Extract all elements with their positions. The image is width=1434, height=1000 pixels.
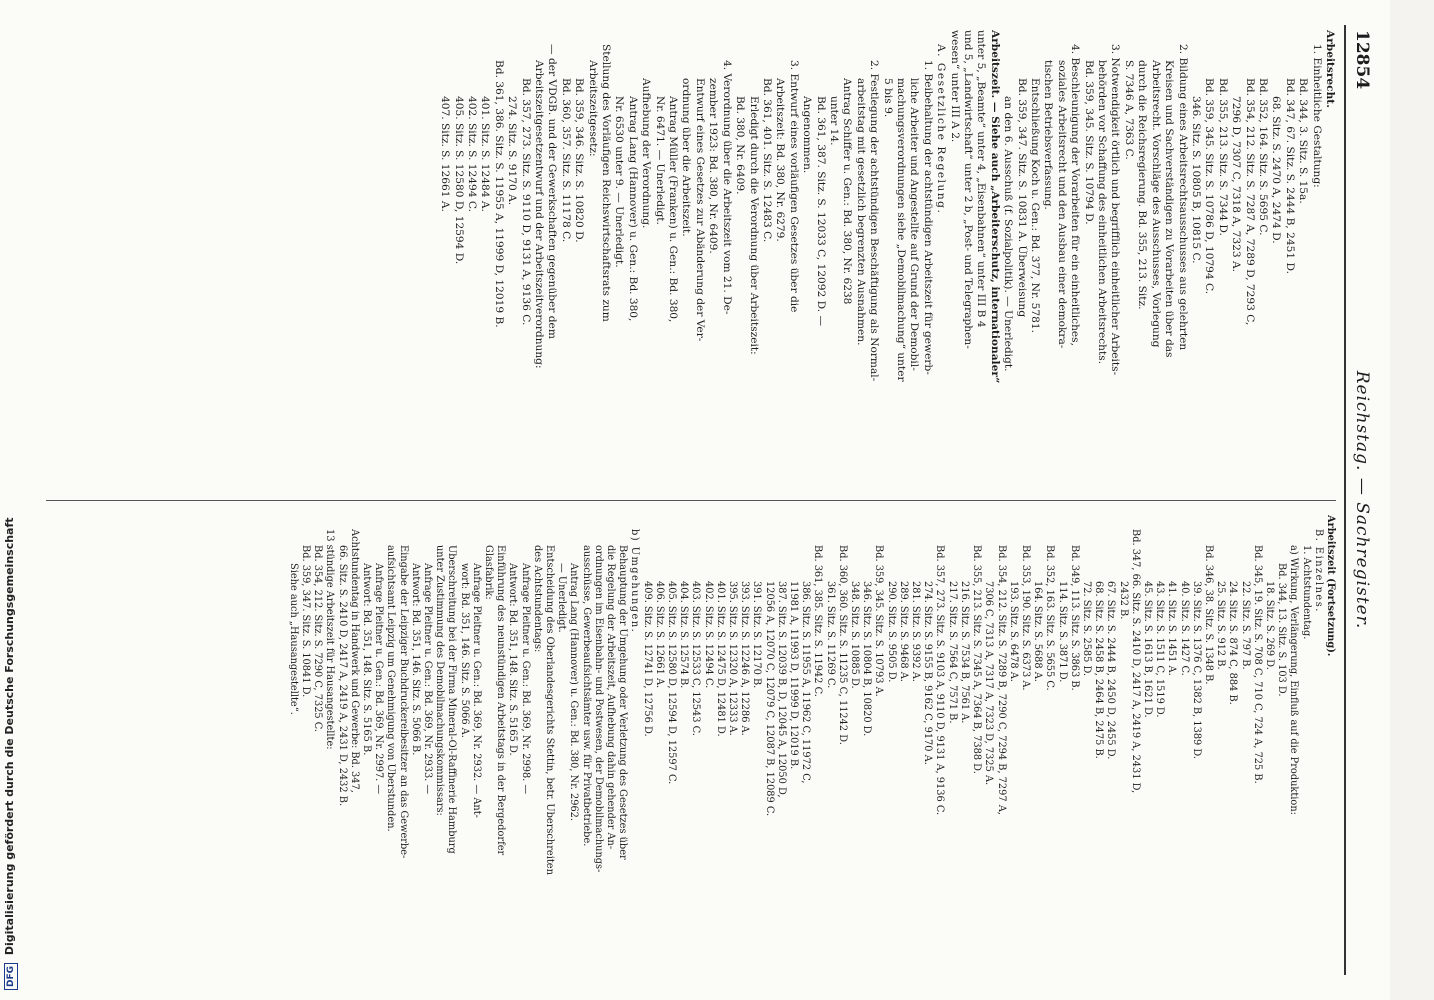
register-line: Bd. 354, 212. Sitz. S. 7289 B, 7290 C, 7294 B, 7297 A, <box>995 545 1007 815</box>
register-line: Bd. 359, 347. Sitz. S. 10831 A. Überweisung <box>1015 78 1028 318</box>
register-line: tischen Betriebsverfassung. <box>1042 60 1055 210</box>
register-line: Entschließung Koch u. Gen.: Bd. 377, Nr. 5781. <box>1029 78 1042 333</box>
register-line: 11981 A, 11993 D, 11999 D, 12019 B. <box>788 581 800 770</box>
register-line: Überschreitung bei der Firma Mineral-Öl-Raffinerie Hamburg <box>446 545 458 854</box>
register-line: Antrag Schiffer u. Gen.: Bd. 380, Nr. 6238 <box>841 78 854 305</box>
page-number: 12854 <box>1352 30 1372 90</box>
register-line: — der VDGB. und der Gewerkschaften gegenüber dem <box>546 44 559 339</box>
register-line: Antrag Lang (Hannover) u. Gen.: Bd. 380, Nr. 2962. <box>568 563 580 822</box>
register-line: 41. Sitz. S. 1451 A. <box>1166 581 1178 676</box>
register-line: Arbeitszeit. — Siehe auch „Arbeiterschutz, internationaler“ <box>988 30 1001 384</box>
register-line: Bd. 355, 213. Sitz. S. 7345 A, 7364 B, 7388 D. <box>971 545 983 774</box>
register-line: Arbeitszeit: Bd. 380, Nr. 6279. <box>774 78 787 242</box>
register-line: 290. Sitz. S. 9505 D. <box>885 581 897 683</box>
register-line: 216. Sitz. S. 7534 B, 7561 A. <box>958 581 970 724</box>
register-line: Siehe auch „Hausangestellte“. <box>287 563 299 715</box>
register-line: aufsichtsamt Leipzig um Genehmigung von Überstunden. <box>385 545 397 832</box>
register-line: 4. Verordnung über die Arbeitszeit vom 21. De- <box>720 60 733 315</box>
register-line: Glasfabrik: <box>482 545 494 600</box>
register-line: Anfrage Pleitner u. Gen.: Bd. 369, Nr. 2998. — <box>519 563 531 795</box>
register-line: 346. Sitz. S. 10805 B, 10815 C. <box>1189 96 1202 264</box>
register-line: Bd. 361, 401. Sitz. S. 12483 C. <box>760 78 773 243</box>
register-line: an den 6. Ausschuß (f. Sozialpolitik). — Unerledigt. <box>1002 96 1015 372</box>
register-line: Einführung des neunstündigen Arbeitstags in der Bergedorfer <box>495 545 507 856</box>
register-line: 387. Sitz. S. 12039 B, D, 12045 A, 12050 D, <box>775 581 787 798</box>
register-line: unter Zustimmung des Demobilmachungskommissars: <box>434 545 446 816</box>
register-line: Stellung des Vorläufigen Reichswirtschaftsrats zum <box>600 44 613 322</box>
register-line: Nr. 6471. — Unerledigt. <box>653 96 666 225</box>
running-title: Reichstag. — Sachregister. <box>1352 370 1372 630</box>
register-line: Eingabe der Leipziger Buchdruckereibesitzer an das Gewerbe- <box>397 545 409 859</box>
register-line: b) Umgehungen. <box>629 529 641 634</box>
register-line: Bd. 357, 273. Sitz. S. 9110 D, 9131 A, 9136 C. <box>519 78 532 326</box>
register-line: des Achtstundentags: <box>531 545 543 653</box>
register-line: 25. Sitz. S. 912 B. <box>1215 581 1227 670</box>
register-line: 281. Sitz. S. 9392 A. <box>910 581 922 682</box>
register-line: 7306 C, 7313 A, 7317 A, 7323 D, 7325 A. <box>983 581 995 786</box>
register-line: Anfrage Pleitner u. Gen.: Bd. 369, Nr. 2932. — Ant- <box>470 563 482 818</box>
register-line: 2. Bildung eines Arbeitsrechtsausschusses aus gelehrten <box>1176 44 1189 351</box>
register-line: Bd. 352, 164. Sitz. S. 5695 C. <box>1256 78 1269 236</box>
register-line: 386. Sitz. S. 11955 A, 11962 C, 11972 C, <box>800 581 812 784</box>
register-line: Bd. 349, 113. Sitz. S. 3863 B. <box>1068 545 1080 691</box>
register-line: Bd. 359, 345. Sitz. S. 10786 D, 10794 C. <box>1203 78 1216 295</box>
register-line: Aufhebung der Verordnung. <box>640 78 653 229</box>
register-line: Bd. 353, 190. Sitz. S. 6373 A. <box>1019 545 1031 691</box>
register-line: Anfrage Pleitner u. Gen.: Bd. 369, Nr. 2997. — <box>373 563 385 795</box>
register-line: behörden vor Schaffung des einheitlichen Arbeitsrechts. <box>1096 60 1109 365</box>
register-line: liche Arbeiter und Angestellte auf Grund der Demobil- <box>908 78 921 371</box>
left-column <box>438 30 1336 485</box>
register-line: 45. Sitz. S. 1613 B, 1621 D. <box>1141 581 1153 718</box>
register-line: a) Wirkung, Verlängerung, Einfluß auf die Produktion: <box>1288 545 1300 815</box>
register-line: Bd. 359, 346. Sitz. S. 10820 D. <box>573 78 586 243</box>
register-line: 348. Sitz. S. 10885 D. <box>849 581 861 689</box>
register-line: Bd. 380, Nr. 6409. <box>734 96 747 195</box>
register-line: 274. Sitz. S. 9170 A. <box>506 96 519 206</box>
register-line: Bd. 359, 345. Sitz. S. 10793 A. <box>873 545 885 697</box>
register-line: Angenommen. <box>801 96 814 174</box>
register-line: 193. Sitz. S. 6478 A. <box>1007 581 1019 682</box>
register-line: Arbeitszeitgesetz: <box>586 60 599 157</box>
register-line: 401. Sitz. S. 12475 D, 12481 D. <box>714 581 726 737</box>
register-line: Behauptung der Umgehung oder Verletzung des Gesetzes über <box>617 545 629 860</box>
register-line: Antrag Müller (Franken) u. Gen.: Bd. 380, <box>667 96 680 323</box>
register-line: 12056 A, 12070 C, 12079 C, 12087 B, 12089 C. <box>763 581 775 817</box>
register-line: Bd. 352, 163. Sitz. S. 5655 C. <box>1044 545 1056 691</box>
register-line: arbeitstag mit gesetzlich begrenzten Ausnahmen. <box>854 78 867 346</box>
register-line: 395. Sitz. S. 12320 A, 12333 A. <box>727 581 739 736</box>
register-line: 68. Sitz. S. 2458 B, 2464 B, 2475 B. <box>1093 581 1105 759</box>
register-line: Antwort: Bd. 351, 146. Sitz. S. 5066 B. <box>409 563 421 756</box>
register-line: 5 bis 9. <box>881 78 894 118</box>
register-line: 1. Beibehaltung der achtstündigen Arbeitszeit für gewerb- <box>921 60 934 375</box>
register-line: unter 14. <box>827 96 840 146</box>
register-line: durch die Reichsregierung. Bd. 355, 213. Sitz. <box>1136 60 1149 310</box>
register-line: Entwurf eines Gesetzes zur Abänderung der Ver- <box>693 78 706 342</box>
register-line: zember 1923: Bd. 380, Nr. 6409. <box>707 78 720 254</box>
register-line: 401. Sitz. S. 12484 A. <box>479 96 492 212</box>
register-line: A. Gesetzliche Regelung. <box>935 44 948 215</box>
register-line: 2432 B. <box>1117 581 1129 620</box>
register-line: Bd. 361, 385. Sitz. S. 11942 C. <box>812 545 824 697</box>
register-line: Bd. 360, 360. Sitz. S. 11235 C, 11242 D. <box>836 545 848 745</box>
register-line: Arbeitszeitgesetzentwurf und der Arbeitszeitverordnung: <box>533 60 546 369</box>
header-rule <box>1344 25 1346 975</box>
register-line: 409. Sitz. S. 12741 D, 12756 D. <box>641 581 653 737</box>
register-line: Arbeitszeit (Fortsetzung). <box>1325 515 1336 657</box>
register-line: 217. Sitz. S. 7564 C, 7571 B. <box>946 581 958 724</box>
register-line: 43. Sitz. S. 1511 C, 1519 D. <box>1154 581 1166 718</box>
register-line: 407. Sitz. S. 12661 A. <box>439 96 452 212</box>
register-line: Bd. 345, 19. Sitz. S. 708 C, 710 C, 724 A, 725 B. <box>1251 545 1263 784</box>
register-line: Entscheidung des Oberlandesgerichts Stettin, betr. Überschreiten <box>544 545 555 875</box>
register-line: 66. Sitz. S. 2410 D, 2417 A, 2419 A, 2431 D, 2432 B. <box>336 545 348 807</box>
register-line: und 5, „Landwirtschaft“ unter 2 b, „Post- und Telegraphen- <box>962 30 975 349</box>
register-line: 164. Sitz. S. 5688 A. <box>1032 581 1044 682</box>
register-line: unter 5, „Beamte“ unter 4, „Eisenbahnen“ unter III B 4 <box>975 30 988 328</box>
register-line: 274. Sitz. S. 9155 B, 9162 C, 9170 A. <box>922 581 934 765</box>
register-line: Bd. 346, 38. Sitz. S. 1348 B. <box>1202 545 1214 685</box>
register-line: die Regelung der Arbeitszeit, Aufhebung dahin gehender An- <box>605 545 617 850</box>
register-line: wort: Bd. 351, 146. Sitz. S. 5066 A. <box>458 563 470 738</box>
register-line: Bd. 347, 67. Sitz. S. 2444 B, 2451 D. <box>1283 78 1296 274</box>
register-line: 68. Sitz. S. 2470 A, 2474 D. <box>1270 96 1283 244</box>
register-line: 403. Sitz. S. 12533 C, 12543 C. <box>690 581 702 736</box>
register-line: 1. Einheitliche Gestaltung: <box>1310 44 1323 188</box>
register-line: Bd. 354, 212. Sitz. S. 7287 A, 7289 D, 7293 C, <box>1243 78 1256 326</box>
register-line: 393. Sitz. S. 12246 A, 12286 A. <box>739 581 751 736</box>
register-line: 289. Sitz. S. 9468 A. <box>897 581 909 682</box>
register-line: 67. Sitz. S. 2444 B, 2450 D, 2455 D. <box>1105 581 1117 760</box>
footer-text: Digitalisierung gefördert durch die Deutsche Forschungsgemeinschaft <box>3 517 16 956</box>
register-line: Arbeitsrecht. <box>1324 30 1336 108</box>
register-line: B. Einzelnes. <box>1312 529 1324 613</box>
register-line: 405. Sitz. S. 12580 D, 12594 D, 12597 C. <box>666 581 678 785</box>
register-line: 402. Sitz. S. 12494 C. <box>702 581 714 689</box>
register-line: ordnung über die Arbeitszeit. <box>680 78 693 237</box>
register-line: Bd. 355, 213. Sitz. S. 7344 D. <box>1216 78 1229 236</box>
register-line: 40. Sitz. S. 1427 C. <box>1178 581 1190 676</box>
register-line: Bd. 347, 66. Sitz. S. 2410 D, 2417 A, 2419 A, 2431 D, <box>1129 529 1141 794</box>
register-line: Arbeitsrecht. Vorschläge des Ausschusses, Vorlegung <box>1149 60 1162 348</box>
register-line: Achtstundentag in Handwerk und Gewerbe: Bd. 347, <box>348 529 360 793</box>
register-line: Bd. 360, 357. Sitz. S. 11178 C. <box>559 78 572 243</box>
register-line: Antwort: Bd. 351, 148. Sitz. S. 5165 D. <box>507 563 519 756</box>
right-column <box>287 515 1336 970</box>
register-line: 402. Sitz. S. 12494 C. <box>466 96 478 212</box>
register-line: Bd. 359, 345. Sitz. S. 10794 D. <box>1082 60 1095 225</box>
register-line: 391. Sitz. S. 12170 B. <box>751 581 763 689</box>
register-line: 72. Sitz. S. 2585 D. <box>1080 581 1092 677</box>
register-line: soziales Arbeitsrecht und den Ausbau einer demokra- <box>1055 60 1068 349</box>
register-line: 361. Sitz. S. 11269 C. <box>824 581 836 689</box>
page-header <box>1344 30 1372 970</box>
register-line: ordnungen im Eisenbahn- und Postwesen, der Demobilmachungs- <box>592 545 604 873</box>
register-line: Antrag Lang (Hannover) u. Gen.: Bd. 380, <box>626 96 639 322</box>
register-line: 404. Sitz. S. 12574 B. <box>678 581 690 689</box>
register-line: Bd. 344, 3. Sitz. S. 15a. <box>1297 78 1310 204</box>
register-line: machungsverordnungen siehe „Demobilmachung“ unter <box>895 78 907 382</box>
register-line: Erledigt durch die Verordnung über Arbeitszeit: <box>747 96 760 355</box>
register-line: 4. Beschleunigung der Vorarbeiten für ein einheitliches, <box>1069 44 1082 346</box>
register-line: Antwort: Bd. 351, 148. Sitz. S. 5165 B. <box>360 563 372 756</box>
register-line: ausschüsse, Gewerbeaufsichtsämter usw. für Privatbetriebe. <box>580 545 592 847</box>
register-line: 7296 D, 7307 C, 7318 A, 7323 A. <box>1230 96 1243 273</box>
register-line: Bd. 344, 13. Sitz. S. 103 D. <box>1276 563 1288 697</box>
register-line: Bd. 361, 387. Sitz. S. 12033 C, 12092 D. — <box>814 96 827 327</box>
register-line: 22. Sitz. S. 797 B. <box>1239 581 1251 670</box>
register-line: 18. Sitz. S. 269 D. <box>1263 581 1275 670</box>
register-line: wesen“ unter III A 2. <box>948 30 961 143</box>
register-line: 406. Sitz. S. 12661 A. <box>653 581 665 689</box>
register-line: 346. Sitz. S. 10804 B, 10820 D. <box>861 581 873 737</box>
register-line: 114. Sitz. S. 3871 D. <box>1056 581 1068 683</box>
register-line: 3. Entwurf eines vorläufigen Gesetzes über die <box>787 60 800 313</box>
register-line: Bd. 357, 273. Sitz. S. 9103 A, 9110 D, 9131 A, 9136 C. <box>934 545 946 816</box>
column-divider <box>46 500 1336 501</box>
register-line: Bd. 354, 212. Sitz. S. 7290 C, 7325 C. <box>312 545 324 733</box>
dfg-logo: DFG <box>4 963 18 990</box>
register-line: 1. Achtstundentag. <box>1300 545 1312 640</box>
register-line: Anfrage Pleitner u. Gen.: Bd. 369, Nr. 2933. — <box>421 563 433 795</box>
register-line: 3. Notwendigkeit örtlich und begrifflich einheitlicher Arbeits- <box>1109 44 1122 376</box>
register-line: Bd. 359, 347. Sitz. S. 10841 D. <box>299 545 311 698</box>
digitization-footer <box>0 0 20 1000</box>
register-line: 405. Sitz. S. 12580 D, 12594 D. <box>452 96 465 265</box>
register-line: 2. Festlegung der achtstündigen Beschäftigung als Normal- <box>868 60 881 382</box>
register-line: S. 7346 A, 7363 C. <box>1122 60 1135 160</box>
register-line: 24. Sitz. S. 874 C, 884 B. <box>1227 581 1239 705</box>
register-line: 39. Sitz. S. 1376 C, 1382 B, 1389 D. <box>1190 581 1202 760</box>
register-line: Nr. 6530 unter 9. — Unerledigt. <box>613 96 626 268</box>
register-line: Kreisen und Sachverständigen zu Vorarbeiten über das <box>1163 60 1176 358</box>
register-line: 13 stündige Arbeitszeit für Hausangestellte: <box>324 529 336 750</box>
register-line: — Unerledigt. <box>556 563 568 633</box>
register-line: Bd. 361, 386. Sitz. S. 11955 A, 11999 D, 12019 B. <box>492 60 505 328</box>
